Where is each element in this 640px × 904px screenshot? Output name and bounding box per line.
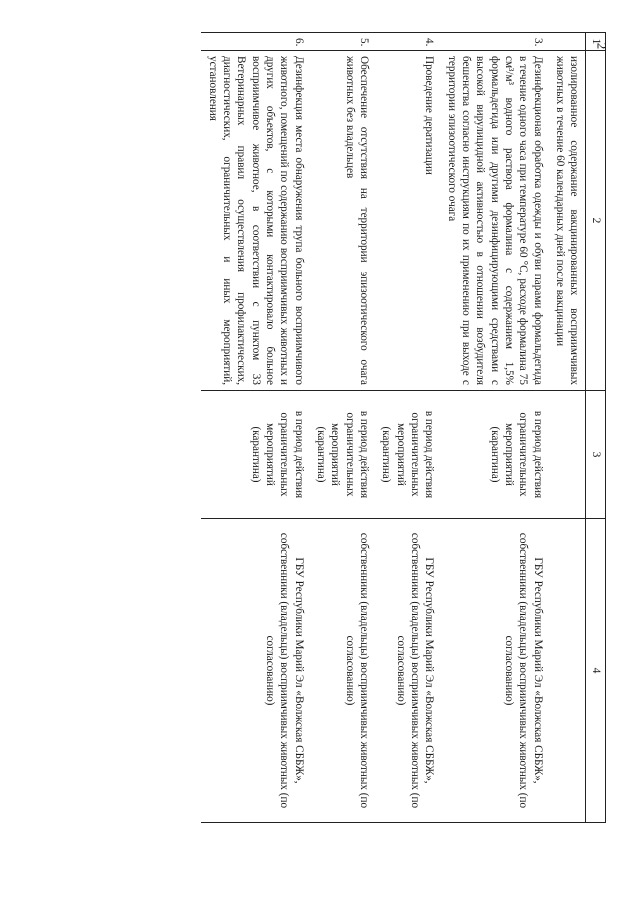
row-term: в период действия ограничительных мероприятий (карантина) [310, 391, 375, 519]
row-action: Проведение дератизации [375, 51, 440, 391]
row-action: изолированное содержание вакцинированных восприимчивых животных в течение 60 календарных дней после вакцинации [549, 51, 586, 391]
row-number: 4. [375, 33, 440, 51]
row-term [549, 391, 586, 519]
row-number [549, 33, 586, 51]
table-row [440, 33, 548, 823]
row-responsible [549, 519, 586, 823]
rotated-page [86, 20, 606, 884]
table-row [549, 33, 586, 823]
row-responsible: ГБУ Республики Марий Эл «Волжская СББЖ», собственники (владельцы) восприимчивых животных (по согласованию) [440, 519, 548, 823]
table-row [310, 33, 375, 823]
row-term: в период действия ограничительных мероприятий (карантина) [440, 391, 548, 519]
row-number: 5. [310, 33, 375, 51]
row-responsible: собственники (владельцы) восприимчивых животных (по согласованию) [310, 519, 375, 823]
row-responsible: ГБУ Республики Марий Эл «Волжская СББЖ», собственники (владельцы) восприимчивых животных (по согласованию) [201, 519, 309, 823]
header-col-4: 4 [586, 519, 606, 823]
row-term: в период действия ограничительных мероприятий (карантина) [375, 391, 440, 519]
measures-table [201, 32, 606, 823]
row-term: в период действия ограничительных мероприятий (карантина) [201, 391, 309, 519]
row-number: 6. [201, 33, 309, 51]
row-action: Обеспечение отсутствия на территории эпизоотического очага животных без владельцев [310, 51, 375, 391]
header-col-1: 1 [586, 33, 606, 51]
page-number: 2 [593, 42, 609, 50]
table-header-row [586, 33, 606, 823]
table-row [201, 33, 309, 823]
row-action: Дезинфекция места обнаружения трупа больного восприимчивого животного, помещений по содержанию восприимчивых животных и других объектов, с которыми контактировало больное восприимчивое животное, в соответствии с пунктом 33 Ветеринарных правил осуществления профилактических, диагностических, ограничительных и иных мероприятий, установления [201, 51, 309, 391]
row-number: 3. [440, 33, 548, 51]
header-col-2: 2 [586, 51, 606, 391]
row-responsible: ГБУ Республики Марий Эл «Волжская СББЖ», собственники (владельцы) восприимчивых животных (по согласованию) [375, 519, 440, 823]
table-row [375, 33, 440, 823]
row-action: Дезинфекционая обработка одежды и обуви парами формальдегида в течение одного часа при температуре 60 °С, расходе формалина 75 см³/м³ водного раствора формалина с содержанием 1,5% формальдегида или другими дезинфицирующими средствами с высокой вирулицидной активностью в отношении возбудителя бешенства согласно инструкциям по их применению при выходе с территории эпизоотического очага [440, 51, 548, 391]
header-col-3: 3 [586, 391, 606, 519]
